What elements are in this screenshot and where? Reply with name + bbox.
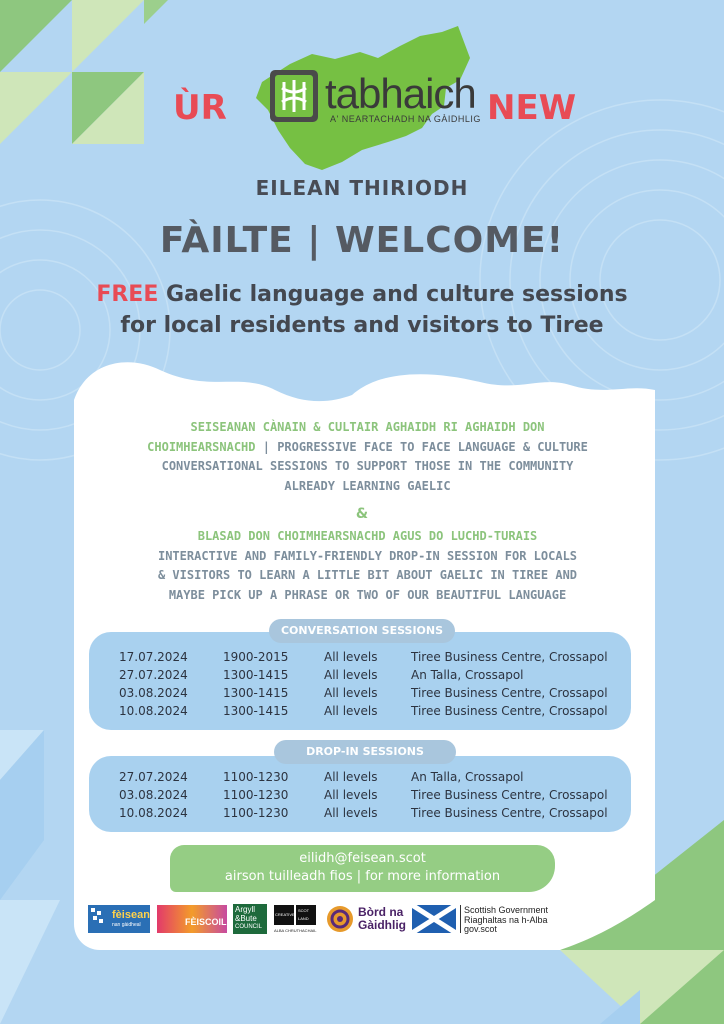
session-level: All levels: [324, 770, 378, 784]
new-label: NEW: [487, 88, 577, 128]
intro-p2-line-3: & VISITORS TO LEARN A LITTLE BIT ABOUT GAELIC IN TIREE AND: [157, 568, 578, 582]
tabhaich-emblem-icon: [270, 70, 318, 122]
table-row: [89, 686, 631, 704]
feiscoil-logo-text: FÈISCOIL: [185, 917, 227, 927]
intro-p1-line-2: [95, 438, 640, 458]
session-venue: Tiree Business Centre, Crossapol: [411, 704, 608, 718]
feisean-logo-text-1: fèisean: [112, 909, 150, 921]
conversation-sessions-table: [89, 632, 631, 730]
free-word: FREE: [96, 282, 159, 307]
scottish-government-logo: [412, 905, 562, 933]
brand-name: tabhaich: [325, 70, 476, 117]
session-level: All levels: [324, 704, 378, 718]
bord-logo-text-2: Gàidhlig: [358, 918, 406, 932]
brand-tagline: A' NEARTACHADH NA GÀIDHLIG: [330, 114, 481, 124]
session-date: 03.08.2024: [119, 686, 188, 700]
session-venue: An Talla, Crossapol: [411, 770, 524, 784]
session-date: 27.07.2024: [119, 770, 188, 784]
table-row: [89, 704, 631, 722]
dropin-sessions-heading: DROP-IN SESSIONS: [274, 740, 456, 764]
intro-paragraph-1: [95, 418, 640, 496]
session-venue: Tiree Business Centre, Crossapol: [411, 788, 608, 802]
session-time: 1100-1230: [223, 770, 289, 784]
session-level: All levels: [324, 650, 378, 664]
session-time: 1100-1230: [223, 788, 289, 802]
logo-divider: [460, 905, 461, 933]
intro-p2-line-2: INTERACTIVE AND FAMILY-FRIENDLY DROP-IN SESSION FOR LOCALS: [157, 548, 578, 563]
intro-p1-line-3: CONVERSATIONAL SESSIONS TO SUPPORT THOSE IN THE COMMUNITY: [161, 459, 574, 473]
contact-box: [170, 845, 555, 892]
creative-scotland-logo: [272, 903, 320, 935]
gov-logo-text-2: Riaghaltas na h-Alba: [464, 915, 548, 925]
saltire-flag-icon: [412, 905, 456, 933]
argyll-bute-council-logo: [233, 904, 267, 934]
intro-p1-grey-1: | PROGRESSIVE FACE TO FACE LANGUAGE & CULTURE: [255, 439, 588, 454]
dropin-sessions-table: [89, 756, 631, 832]
session-date: 10.08.2024: [119, 806, 188, 820]
feisean-logo-text-2: nan gàidheal: [112, 922, 141, 928]
session-venue: Tiree Business Centre, Crossapol: [411, 686, 608, 700]
session-time: 1300-1415: [223, 686, 289, 700]
table-row: [89, 806, 631, 824]
session-level: All levels: [324, 668, 378, 682]
argyll-logo-text-1: Argyll: [235, 905, 256, 914]
welcome-heading: FÀILTE | WELCOME!: [159, 220, 565, 261]
gov-logo-text-3: gov.scot: [464, 924, 497, 934]
session-date: 03.08.2024: [119, 788, 188, 802]
scot-logo-text: SCOT: [298, 908, 310, 913]
argyll-logo-text-2: &Bute: [235, 914, 257, 923]
contact-info: airson tuilleadh fios | for more information: [224, 869, 501, 884]
ur-label: ÙR: [173, 88, 227, 128]
session-date: 17.07.2024: [119, 650, 188, 664]
session-venue: An Talla, Crossapol: [411, 668, 524, 682]
contact-email[interactable]: eilidh@feisean.scot: [299, 851, 426, 866]
table-row: [89, 650, 631, 668]
alba-logo-text: ALBA CHRUTHACHAIL: [274, 928, 317, 933]
intro-p2-line-1: BLASAD DON CHOIMHEARSNACHD AGUS DO LUCHD-TURAIS: [197, 529, 538, 543]
session-date: 10.08.2024: [119, 704, 188, 718]
session-venue: Tiree Business Centre, Crossapol: [411, 806, 608, 820]
tagline-line-1: [0, 282, 724, 307]
session-time: 1900-2015: [223, 650, 289, 664]
table-row: [89, 770, 631, 788]
intro-paragraph-2: [95, 527, 640, 605]
bord-logo-text-1: Bòrd na: [358, 905, 404, 919]
feiscoil-logo: [157, 905, 227, 933]
bord-na-gaidhlig-logo: [326, 905, 406, 933]
table-row: [89, 668, 631, 686]
session-level: All levels: [324, 788, 378, 802]
ampersand: &: [355, 506, 369, 522]
intro-p1-line-4: ALREADY LEARNING GAELIC: [284, 478, 451, 493]
intro-p1-line-1: SEISEANAN CÀNAIN & CULTAIR AGHAIDH RI AGHAIDH DON: [190, 420, 545, 434]
intro-p2-line-4: MAYBE PICK UP A PHRASE OR TWO OF OUR BEAUTIFUL LANGUAGE: [168, 587, 567, 602]
session-time: 1300-1415: [223, 668, 289, 682]
intro-p1-green-2: CHOIMHEARSNACHD: [147, 439, 256, 454]
gov-logo-text-1: Scottish Government: [464, 905, 549, 915]
table-row: [89, 788, 631, 806]
session-venue: Tiree Business Centre, Crossapol: [411, 650, 608, 664]
land-logo-text: LAND: [298, 916, 309, 921]
tagline-line-2: for local residents and visitors to Tiree: [120, 313, 604, 338]
location-heading: EILEAN THIRIODH: [255, 176, 469, 200]
session-time: 1100-1230: [223, 806, 289, 820]
conversation-sessions-heading: CONVERSATION SESSIONS: [269, 619, 455, 643]
tagline-line-1-rest: Gaelic language and culture sessions: [158, 282, 628, 307]
session-time: 1300-1415: [223, 704, 289, 718]
session-level: All levels: [324, 806, 378, 820]
argyll-logo-text-3: COUNCIL: [235, 924, 263, 930]
bord-spiral-icon: [326, 905, 354, 933]
creative-logo-text: CREATIVE: [275, 912, 295, 917]
session-level: All levels: [324, 686, 378, 700]
feisean-logo: [88, 905, 150, 933]
session-date: 27.07.2024: [119, 668, 188, 682]
